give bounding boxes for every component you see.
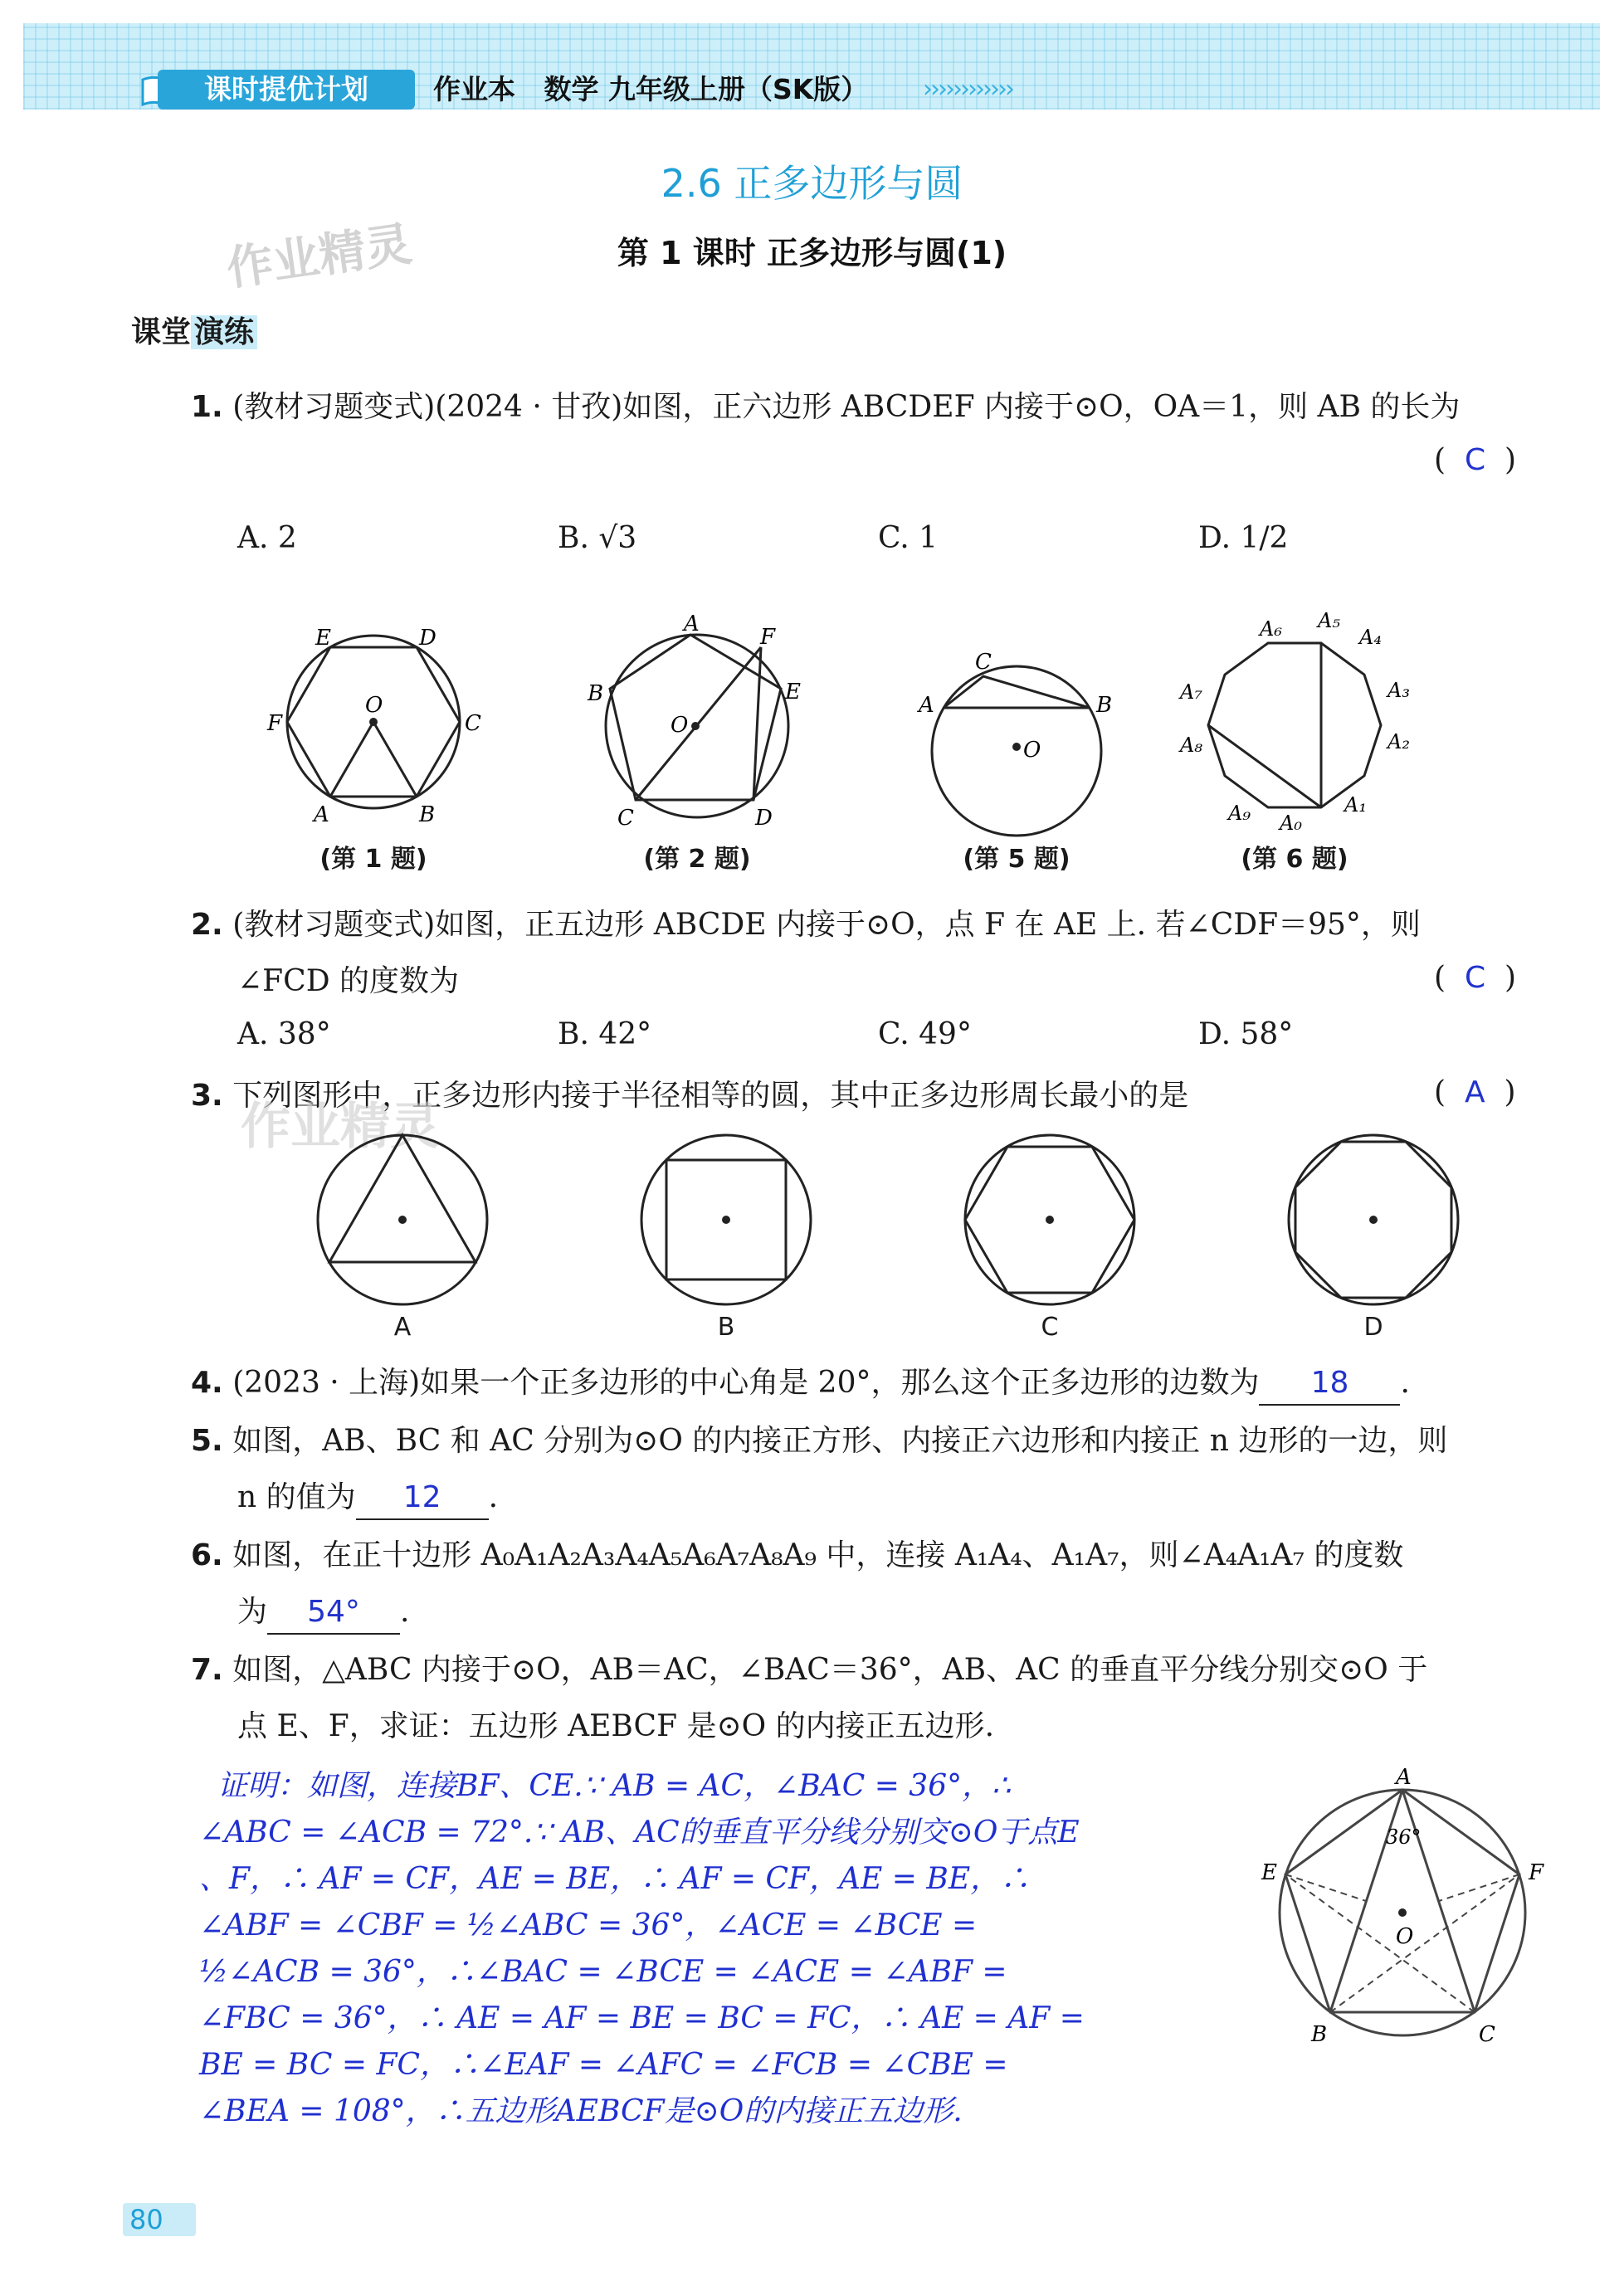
question-text-line1: 如图，AB、BC 和 AC 分别为⊙O 的内接正方形、内接正六边形和内接正 n 边形的一边，则 xyxy=(232,1424,1448,1458)
svg-text:A₅: A₅ xyxy=(1318,609,1340,632)
svg-text:A₈: A₈ xyxy=(1180,734,1202,757)
option-b: B. 42° xyxy=(558,1017,652,1051)
header-subject: 数学 九年级上册（SK版） xyxy=(544,73,869,105)
answer-paren: ( A ) xyxy=(1434,1075,1516,1109)
answer-blank: 54° xyxy=(267,1591,400,1635)
figure-q3-octagon xyxy=(1282,1128,1465,1311)
answer: C xyxy=(1464,443,1486,477)
svg-text:O: O xyxy=(365,693,383,718)
svg-text:A: A xyxy=(314,802,329,827)
svg-text:A₃: A₃ xyxy=(1387,679,1410,702)
question-text: n 的值为 xyxy=(237,1480,356,1514)
svg-text:C: C xyxy=(617,806,634,831)
proof-line-8: ∠BEA = 108°，∴五边形AEBCF是⊙O的内接正五边形. xyxy=(199,2094,963,2128)
proof-line-5: ½∠ACB = 36°，∴∠BAC = ∠BCE = ∠ACE = ∠ABF = xyxy=(199,1955,1007,1989)
svg-text:C: C xyxy=(975,650,992,675)
caption-q2: (第 2 题) xyxy=(643,845,751,874)
answer: A xyxy=(1464,1075,1485,1109)
svg-text:A₁: A₁ xyxy=(1344,793,1367,816)
svg-text:A₉: A₉ xyxy=(1228,802,1251,825)
svg-text:B: B xyxy=(588,681,604,706)
caption-q6: (第 6 题) xyxy=(1241,845,1348,874)
svg-text:E: E xyxy=(315,626,331,651)
section-label-b: 演练 xyxy=(191,315,257,349)
figure-q2-pentagon xyxy=(573,597,822,838)
question-text: 下列图形中，正多边形内接于半径相等的圆，其中正多边形周长最小的是 xyxy=(232,1079,1189,1113)
svg-text:E: E xyxy=(1261,1860,1277,1885)
question-text-line1: 如图，△ABC 内接于⊙O，AB＝AC，∠BAC＝36°，AB、AC 的垂直平分线分别交⊙O 于 xyxy=(232,1653,1428,1687)
answer-blank: 12 xyxy=(356,1477,489,1520)
header-book: 作业本 xyxy=(433,73,515,105)
svg-text:A: A xyxy=(684,612,700,636)
caption-q1: (第 1 题) xyxy=(319,845,427,874)
option-a: A. 2 xyxy=(237,521,297,555)
option-d: D. 58° xyxy=(1198,1017,1294,1051)
figure-label-a: A xyxy=(393,1313,412,1342)
answer-blank: 18 xyxy=(1259,1362,1400,1406)
question-number: 3. xyxy=(191,1079,223,1113)
question-6-line2 xyxy=(237,1591,409,1635)
svg-text:O: O xyxy=(1023,738,1041,763)
question-number: 2. xyxy=(191,908,223,942)
option-d: D. 1/2 xyxy=(1198,521,1289,555)
question-5 xyxy=(191,1421,1447,1462)
watermark: 作业精灵 xyxy=(223,217,416,297)
figure-q1-hexagon xyxy=(249,597,498,838)
option-c: C. 49° xyxy=(878,1017,972,1051)
caption-q5: (第 5 题) xyxy=(963,845,1070,874)
question-1 xyxy=(191,387,1460,428)
answer-paren: ( C ) xyxy=(1434,961,1517,995)
question-text-line1: (教材习题变式)如图，正五边形 ABCDE 内接于⊙O，点 F 在 AE 上. 若∠CDF＝95°，则 xyxy=(232,908,1421,942)
option-c: C. 1 xyxy=(878,521,939,555)
page-number: 80 xyxy=(123,2203,196,2236)
question-text-line1: 如图，在正十边形 A₀A₁A₂A₃A₄A₅A₆A₇A₈A₉ 中，连接 A₁A₄、A₁A₇，则∠A₄A₁A₇ 的度数 xyxy=(232,1538,1404,1572)
question-end: . xyxy=(400,1595,410,1629)
lesson-title: 第 1 课时 正多边形与圆(1) xyxy=(617,235,1007,271)
figure-label-d: D xyxy=(1363,1313,1383,1342)
proof-line-3: 、F，∴ AF = CF，AE = BE，∴ AF = CF，AE = BE，∴ xyxy=(199,1862,1031,1896)
svg-text:D: D xyxy=(755,806,773,831)
svg-text:A₆: A₆ xyxy=(1260,617,1282,641)
section-title: 2.6 正多边形与圆 xyxy=(661,161,963,206)
header-book-info xyxy=(433,70,868,110)
watermark: 作业精灵 xyxy=(241,1098,440,1156)
svg-text:B: B xyxy=(419,802,436,827)
svg-text:B: B xyxy=(1311,2022,1328,2047)
proof-line-7: BE = BC = FC，∴∠EAF = ∠AFC = ∠FCB = ∠CBE = xyxy=(199,2048,1008,2082)
question-7-line2: 点 E、F，求证：五边形 AEBCF 是⊙O 的内接正五边形. xyxy=(237,1709,995,1743)
figure-angle-label: 36° xyxy=(1386,1825,1422,1849)
question-text: 为 xyxy=(237,1595,268,1629)
svg-text:A: A xyxy=(919,693,934,718)
svg-text:O: O xyxy=(1396,1924,1414,1949)
svg-text:F: F xyxy=(267,711,283,736)
question-number: 6. xyxy=(191,1538,223,1572)
svg-text:E: E xyxy=(785,680,801,704)
question-number: 5. xyxy=(191,1424,223,1458)
figure-q7-pentagon xyxy=(1253,1767,1552,2050)
question-6 xyxy=(191,1535,1403,1577)
svg-text:D: D xyxy=(419,626,436,651)
header-chevrons: ›››››››››››› xyxy=(923,75,1012,104)
svg-text:A₂: A₂ xyxy=(1387,730,1410,753)
proof-line-2: ∠ABC = ∠ACB = 72°.∵ AB、AC的垂直平分线分别交⊙O于点E xyxy=(199,1816,1080,1850)
question-number: 4. xyxy=(191,1366,223,1400)
figure-q3-triangle xyxy=(311,1128,494,1311)
question-end: . xyxy=(488,1480,499,1514)
question-end: . xyxy=(1400,1366,1410,1400)
svg-text:A₇: A₇ xyxy=(1180,680,1202,704)
figure-q3-square xyxy=(635,1128,817,1311)
svg-text:F: F xyxy=(1529,1860,1544,1885)
figure-q3-hexagon xyxy=(958,1128,1141,1311)
svg-text:O: O xyxy=(671,713,689,738)
header-plan-badge: 课时提优计划 xyxy=(158,70,415,110)
figure-label-c: C xyxy=(1041,1313,1059,1342)
svg-text:A: A xyxy=(1396,1767,1412,1790)
svg-text:F: F xyxy=(760,625,776,650)
svg-text:C: C xyxy=(465,711,481,736)
proof-line-6: ∠FBC = 36°，∴ AE = AF = BE = BC = FC，∴ AE = AF = xyxy=(199,2001,1085,2035)
proof-line-4: ∠ABF = ∠CBF = ½∠ABC = 36°，∠ACE = ∠BCE = xyxy=(199,1908,978,1942)
question-text: (2023 · 上海)如果一个正多边形的中心角是 20°，那么这个正多边形的边数为 xyxy=(232,1366,1260,1400)
figure-q6-decagon xyxy=(1170,597,1419,838)
answer-paren: ( C ) xyxy=(1434,443,1517,477)
section-label xyxy=(131,309,257,351)
proof-line-1: 证明：如图，连接BF、CE.∵ AB = AC，∠BAC = 36°，∴ xyxy=(217,1769,1012,1803)
question-5-line2 xyxy=(237,1477,498,1520)
question-number: 7. xyxy=(191,1653,223,1687)
question-number: 1. xyxy=(191,390,223,424)
question-2 xyxy=(191,904,1421,946)
svg-text:C: C xyxy=(1479,2022,1495,2047)
figure-q5-circle xyxy=(900,614,1133,838)
question-4 xyxy=(191,1362,1410,1406)
question-text: (教材习题变式)(2024 · 甘孜)如图，正六边形 ABCDEF 内接于⊙O，OA＝1，则 AB 的长为 xyxy=(232,390,1461,424)
figure-label-b: B xyxy=(717,1313,735,1342)
section-label-a: 课堂 xyxy=(131,315,192,349)
svg-text:A₄: A₄ xyxy=(1359,626,1382,649)
svg-text:B: B xyxy=(1096,693,1113,718)
answer: C xyxy=(1464,961,1486,995)
svg-text:A₀: A₀ xyxy=(1280,812,1302,835)
option-b: B. √3 xyxy=(558,521,637,555)
question-2-line2: ∠FCD 的度数为 xyxy=(237,964,459,998)
question-7 xyxy=(191,1650,1427,1691)
option-a: A. 38° xyxy=(237,1017,331,1051)
